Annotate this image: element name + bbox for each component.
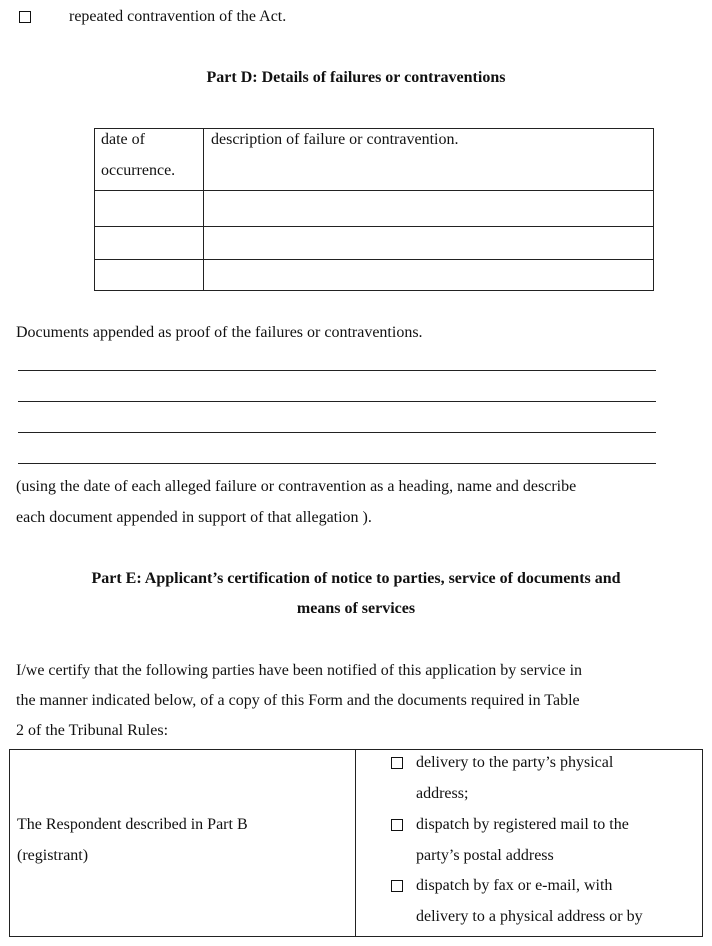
fax-email-checkbox[interactable] — [391, 880, 403, 892]
physical-delivery-label-line2: address; — [416, 785, 469, 802]
fax-email-label-line1: dispatch by fax or e-mail, with — [416, 877, 613, 894]
certification-text-line1: I/we certify that the following parties have been notified of this application by service in — [16, 662, 583, 679]
respondent-party-line2: (registrant) — [17, 847, 89, 864]
col-header-date-line1: date of — [101, 131, 145, 148]
part-d-heading: Part D: Details of failures or contraventions — [206, 69, 506, 86]
documents-entry-line-4[interactable] — [18, 463, 656, 464]
table-cell-description-row2[interactable] — [204, 227, 653, 259]
registered-mail-checkbox[interactable] — [391, 819, 403, 831]
physical-delivery-checkbox[interactable] — [391, 757, 403, 769]
part-e-heading-line2: means of services — [296, 600, 416, 617]
contravention-checkbox[interactable] — [19, 11, 31, 23]
certification-text-line3: 2 of the Tribunal Rules: — [16, 722, 169, 739]
documents-entry-line-3[interactable] — [18, 432, 656, 433]
fax-email-label-line2: delivery to a physical address or by — [416, 908, 643, 925]
table-cell-date-row3[interactable] — [95, 260, 203, 290]
documents-note-line2: each document appended in support of that allegation ). — [16, 509, 372, 526]
col-header-description: description of failure or contravention. — [211, 131, 459, 148]
documents-label: Documents appended as proof of the failures or contraventions. — [16, 324, 423, 341]
certification-text-line2: the manner indicated below, of a copy of this Form and the documents required in Table — [16, 692, 580, 709]
registered-mail-label-line2: party’s postal address — [416, 847, 554, 864]
table-cell-date-row2[interactable] — [95, 227, 203, 259]
respondent-party-line1: The Respondent described in Part B — [17, 816, 248, 833]
documents-entry-line-2[interactable] — [18, 401, 656, 402]
registered-mail-label-line1: dispatch by registered mail to the — [416, 816, 629, 833]
documents-note-line1: (using the date of each alleged failure or contravention as a heading, name and describe — [16, 478, 577, 495]
repeated-contravention-label: repeated contravention of the Act. — [69, 8, 287, 25]
part-e-heading-line1: Part E: Applicant’s certification of notice to parties, service of documents and — [91, 570, 621, 587]
col-header-date-line2: occurrence. — [101, 162, 176, 179]
table-cell-date-row1[interactable] — [95, 191, 203, 226]
table-cell-description-row3[interactable] — [204, 260, 653, 290]
physical-delivery-label-line1: delivery to the party’s physical — [416, 754, 614, 771]
documents-entry-line-1[interactable] — [18, 370, 656, 371]
table-cell-description-row1[interactable] — [204, 191, 653, 226]
